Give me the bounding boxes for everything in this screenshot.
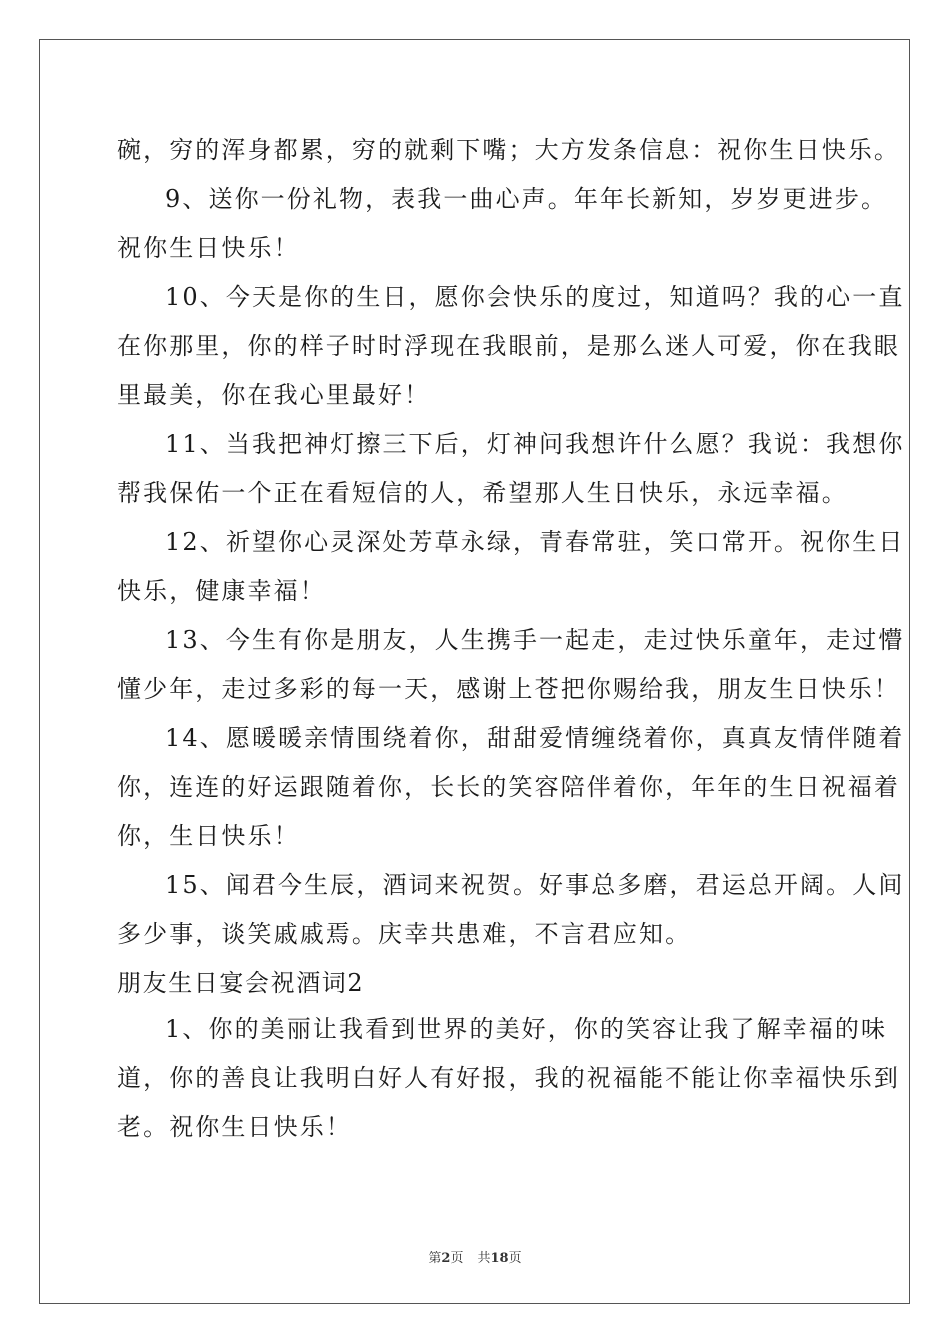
text-line: 15、闻君今生辰，酒词来祝贺。好事总多磨，君运总开阔。人间 [165, 871, 905, 899]
text-line: 12、祈望你心灵深处芳草永绿，青春常驻，笑口常开。祝你生日 [165, 528, 905, 556]
footer-total-prefix: 共 [477, 1251, 491, 1266]
text-line: 多少事，谈笑戚戚焉。庆幸共患难，不言君应知。 [117, 920, 692, 948]
text-line: 9、送你一份礼物，表我一曲心声。年年长新知，岁岁更进步。 [165, 185, 888, 213]
text-line: 老。祝你生日快乐！ [117, 1113, 352, 1141]
text-line: 祝你生日快乐！ [117, 234, 300, 262]
text-line: 你，生日快乐！ [117, 822, 300, 850]
footer-page-number: 2 [441, 1251, 451, 1266]
document-body [117, 128, 905, 1154]
footer-total-pages: 18 [490, 1251, 509, 1266]
section-heading: 朋友生日宴会祝酒词2 [117, 969, 365, 997]
text-line: 道，你的善良让我明白好人有好报，我的祝福能不能让你幸福快乐到 [117, 1064, 900, 1092]
text-line: 你，连连的好运跟随着你，长长的笑容陪伴着你，年年的生日祝福着 [117, 773, 900, 801]
text-line: 帮我保佑一个正在看短信的人，希望那人生日快乐，永远幸福。 [117, 479, 848, 507]
text-line: 11、当我把神灯擦三下后，灯神问我想许什么愿？我说：我想你 [165, 430, 905, 458]
text-line: 里最美，你在我心里最好！ [117, 381, 431, 409]
footer-page-prefix: 第 [428, 1251, 442, 1266]
footer-page-suffix: 页 [450, 1251, 464, 1266]
text-line: 碗，穷的浑身都累，穷的就剩下嘴；大方发条信息：祝你生日快乐。 [117, 136, 900, 164]
text-line: 懂少年，走过多彩的每一天，感谢上苍把你赐给我，朋友生日快乐！ [117, 675, 900, 703]
text-line: 快乐，健康幸福！ [117, 577, 326, 605]
text-line: 1、你的美丽让我看到世界的美好，你的笑容让我了解幸福的味 [165, 1015, 888, 1043]
footer-total-suffix: 页 [508, 1251, 522, 1266]
text-line: 13、今生有你是朋友，人生携手一起走，走过快乐童年，走过懵 [165, 626, 905, 654]
text-line: 在你那里，你的样子时时浮现在我眼前，是那么迷人可爱，你在我眼 [117, 332, 900, 360]
text-line: 14、愿暖暖亲情围绕着你，甜甜爱情缠绕着你，真真友情伴随着 [165, 724, 905, 752]
page-footer [0, 1247, 950, 1266]
text-line: 10、今天是你的生日，愿你会快乐的度过，知道吗？我的心一直 [165, 283, 905, 311]
